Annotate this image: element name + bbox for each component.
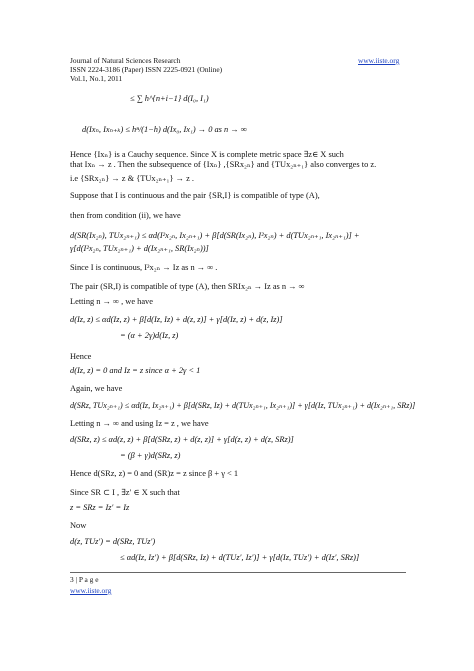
paragraph-line: Now xyxy=(70,521,87,530)
footer-website-link[interactable]: www.iiste.org xyxy=(70,586,112,595)
equation-line: d(SRz, TUx₂ₙ₊₁) ≤ αd(Iz, Ix₂ₙ₊₁) + β[d(SRz, Iz) + d(TUx₂ₙ₊₁, Ix₂ₙ₊₁)] + γ[d(Iz, TUx₂ₙ₊₁) + d(Ix₂ₙ₊₁, SRz)] xyxy=(70,401,416,410)
paragraph-line: i.e {SRx₂ₙ} → z & {TUx₂ₙ₊₁} → z . xyxy=(70,174,194,183)
paragraph-line: The pair (SR,I) is compatible of type (A), then SRIx₂ₙ → Iz as n → ∞ xyxy=(70,282,305,291)
journal-title: Journal of Natural Sciences Research xyxy=(70,56,181,65)
cauchy-bound-equation: d(Ixₙ, Ixₙ₊ₖ) ≤ hⁿ/(1−h) d(Ix₀, Ix₁) → 0 as n → ∞ xyxy=(82,125,247,134)
paragraph-line: Again, we have xyxy=(70,384,123,393)
paragraph-line: that Ixₙ → z . Then the subsequence of {Ixₙ} ,{SRx₂ₙ} and {TUx₂ₙ₊₁} also converges to z. xyxy=(70,160,377,169)
paragraph-line: Letting n → ∞ and using Iz = z , we have xyxy=(70,419,209,428)
sum-inequality: ≤ ∑ h^{n+i−1} d(I₀, I₁) xyxy=(130,94,209,103)
equation-line: d(z, TUz′) = d(SRz, TUz′) xyxy=(70,537,156,546)
issn-line: ISSN 2224-3186 (Paper) ISSN 2225-0921 (Online) xyxy=(70,65,223,74)
volume-line: Vol.1, No.1, 2011 xyxy=(70,74,123,83)
paragraph-line: Since SR ⊂ I , ∃z′ ∈ X such that xyxy=(70,488,180,497)
equation-line: d(Iz, z) = 0 and Iz = z since α + 2γ < 1 xyxy=(70,366,201,375)
paragraph-line: Hence {Ixₙ} is a Cauchy sequence. Since X is complete metric space ∃z∈ X such xyxy=(70,150,344,159)
equation-line: z = SRz = Iz′ = Iz xyxy=(70,503,130,512)
equation-line: d(Iz, z) ≤ αd(Iz, z) + β[d(Iz, Iz) + d(z, z)] + γ[d(Iz, z) + d(z, Iz)] xyxy=(70,315,283,324)
footer-divider xyxy=(70,572,406,573)
equation-line: = (α + 2γ)d(Iz, z) xyxy=(120,331,179,340)
header-website-link[interactable]: www.iiste.org xyxy=(358,56,400,65)
equation-line: d(SR(Ix₂ₙ), TUx₂ₙ₊₁) ≤ αd(I²x₂ₙ, Ix₂ₙ₊₁) + β[d(SR(Ix₂ₙ), I²x₂ₙ) + d(TUx₂ₙ₊₁, Ix₂ₙ₊₁)] + xyxy=(70,231,360,240)
paragraph-line: Suppose that I is continuous and the pair {SR,I} is compatible of type (A), xyxy=(70,191,320,200)
equation-line: γ[d(I²x₂ₙ, TUx₂ₙ₊₁) + d(Ix₂ₙ₊₁, SR(Ix₂ₙ))] xyxy=(70,244,209,253)
paragraph-line: Hence d(SRz, z) = 0 and (SR)z = z since β + γ < 1 xyxy=(70,469,239,478)
paragraph-line: Since I is continuous, I²x₂ₙ → Iz as n → ∞ . xyxy=(70,263,218,272)
equation-line: d(SRz, z) ≤ αd(z, z) + β[d(SRz, z) + d(z, z)] + γ[d(z, z) + d(z, SRz)] xyxy=(70,435,294,444)
paragraph-line: Hence xyxy=(70,352,92,361)
paragraph-line: then from condition (ii), we have xyxy=(70,211,181,220)
page-number: 3 | P a g e xyxy=(70,575,99,584)
equation-line: ≤ αd(Iz, Iz′) + β[d(SRz, Iz) + d(TUz′, Iz′)] + γ[d(Iz, TUz′) + d(Iz′, SRz)] xyxy=(120,553,360,562)
paragraph-line: Letting n → ∞ , we have xyxy=(70,297,153,306)
equation-line: = (β + γ)d(SRz, z) xyxy=(120,451,181,460)
